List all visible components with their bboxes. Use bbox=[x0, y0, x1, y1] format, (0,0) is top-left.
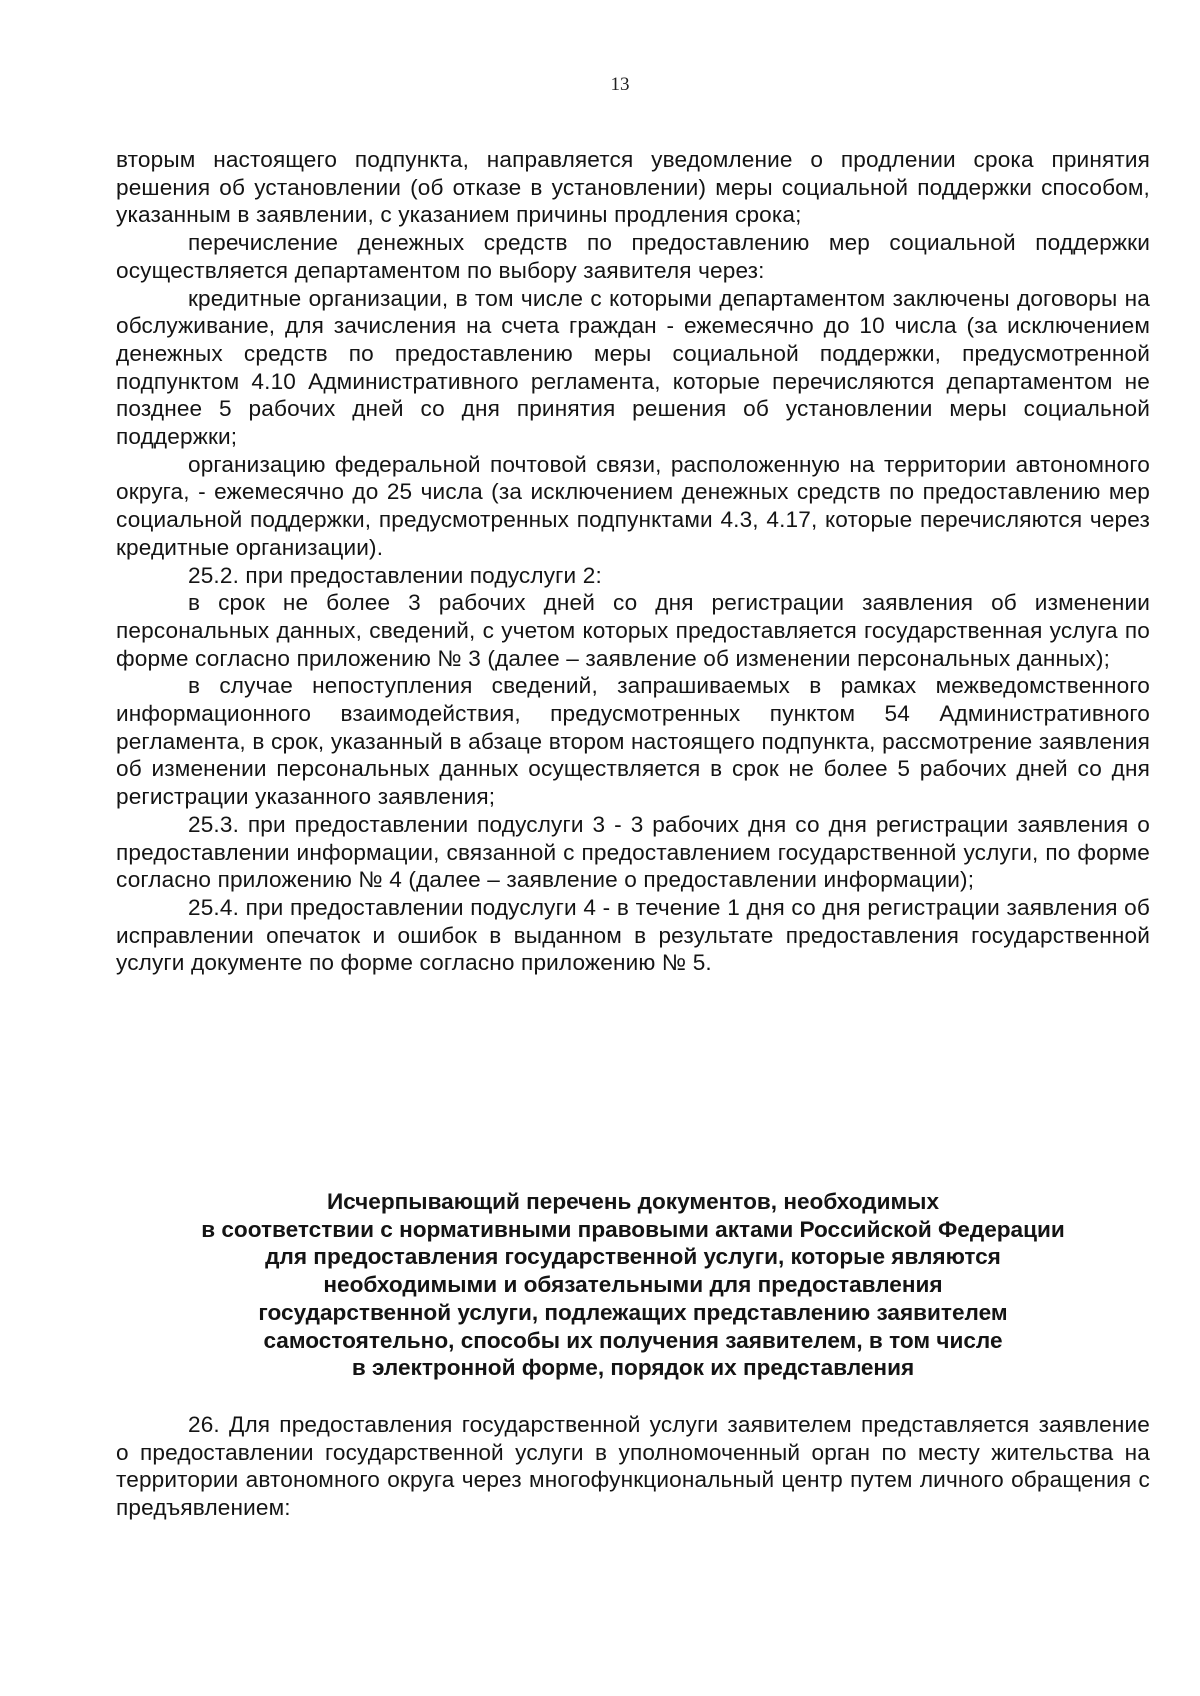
body-text bbox=[116, 146, 1150, 977]
paragraph: вторым настоящего подпункта, направляется уведомление о продлении срока принятия решения об установлении (об отказе в установлении) меры социальной поддержки способом, указанным в заявлении, с указанием причины продления срока; bbox=[116, 147, 1150, 228]
paragraph: 25.3. при предоставлении подуслуги 3 - 3 рабочих дня со дня регистрации заявления о предоставлении информации, связанной с предоставлением государственной услуги, по форме согласно приложению № 4 (далее – заявление о предоставлении информации); bbox=[116, 811, 1150, 893]
heading-line: необходимыми и обязательными для предоставления bbox=[323, 1272, 943, 1298]
body-text-continued bbox=[116, 1411, 1150, 1522]
section-heading bbox=[116, 1188, 1150, 1382]
heading-line: Исчерпывающий перечень документов, необходимых bbox=[326, 1189, 940, 1214]
heading-line: в электронной форме, порядок их представления bbox=[351, 1355, 915, 1381]
page-number: 13 bbox=[610, 74, 630, 95]
paragraph: 25.4. при предоставлении подуслуги 4 - в течение 1 дня со дня регистрации заявления об исправлении опечаток и ошибок в выданном в результате предоставления государственной услуги документе по форме согласно приложению № 5. bbox=[116, 894, 1150, 976]
heading-line: самостоятельно, способы их получения заявителем, в том числе bbox=[263, 1327, 1003, 1353]
paragraph: перечисление денежных средств по предоставлению мер социальной поддержки осуществляется департаментом по выбору заявителя через: bbox=[116, 230, 1150, 283]
paragraph: в случае непоступления сведений, запрашиваемых в рамках межведомственного информационного взаимодействия, предусмотренных пунктом 54 Административного регламента, в срок, указанный в абзаце втором настоящего подпункта, рассмотрение заявления об изменении персональных данных осуществляется в срок не более 5 рабочих дней со дня регистрации указанного заявления; bbox=[116, 673, 1150, 810]
paragraph: кредитные организации, в том числе с которыми департаментом заключены договоры на обслуживание, для зачисления на счета граждан - ежемесячно до 10 числа (за исключением денежных средств по предоставлению меры социальной поддержки, предусмотренной подпунктом 4.10 Административного регламента, которые перечисляются департаментом не позднее 5 рабочих дней со дня принятия решения об установлении меры социальной поддержки; bbox=[116, 285, 1150, 450]
heading-line: государственной услуги, подлежащих представлению заявителем bbox=[258, 1299, 1008, 1325]
paragraph: в срок не более 3 рабочих дней со дня регистрации заявления об изменении персональных данных, сведений, с учетом которых предоставляется государственная услуга по форме согласно приложению № 3 (далее – заявление об изменении персональных данных); bbox=[116, 590, 1150, 671]
paragraph: организацию федеральной почтовой связи, расположенную на территории автономного округа, - ежемесячно до 25 числа (за исключением денежных средств по предоставлению мер социальной поддержки, предусмотренных подпунктами 4.3, 4.17, которые перечисляются через кредитные организации). bbox=[116, 451, 1150, 560]
paragraph: 25.2. при предоставлении подуслуги 2: bbox=[188, 562, 602, 588]
paragraph: 26. Для предоставления государственной услуги заявителем представляется заявление о предоставлении государственной услуги в уполномоченный орган по месту жительства на территории автономного округа через многофункциональный центр путем личного обращения с предъявлением: bbox=[116, 1412, 1150, 1521]
heading-line: в соответствии с нормативными правовыми актами Российской Федерации bbox=[201, 1216, 1065, 1242]
heading-line: для предоставления государственной услуги, которые являются bbox=[265, 1244, 1001, 1270]
